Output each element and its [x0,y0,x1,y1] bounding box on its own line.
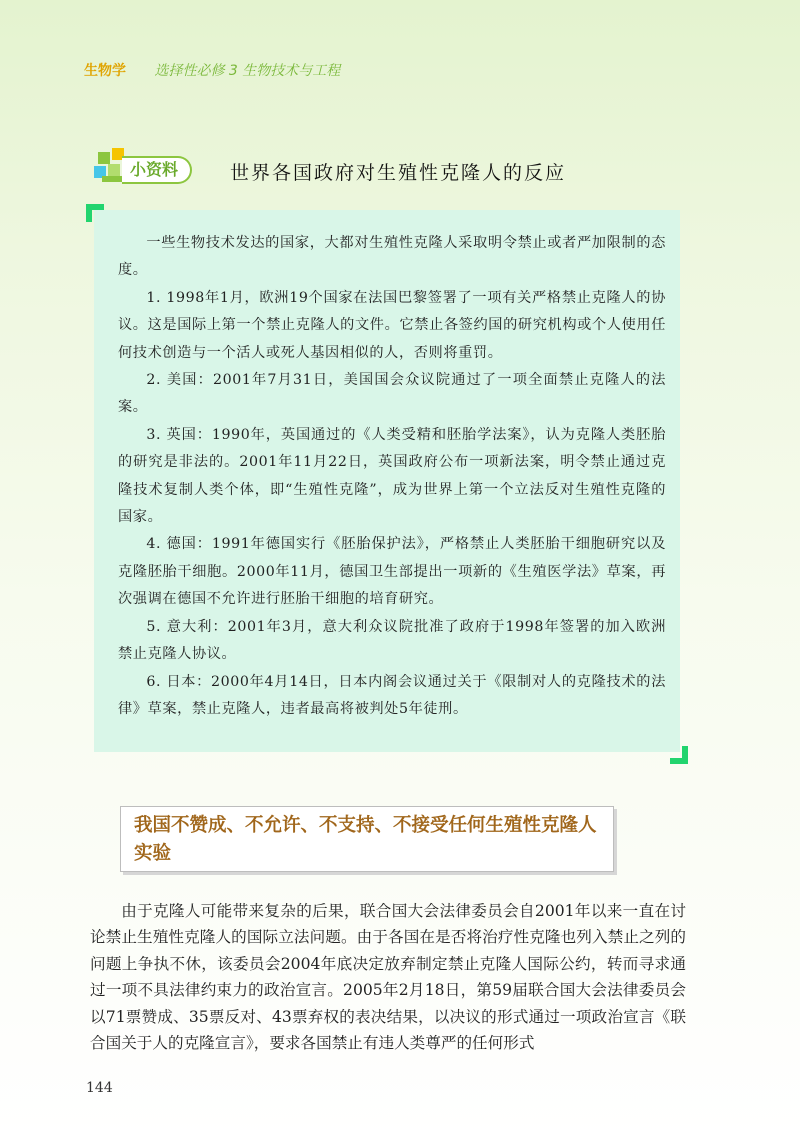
info-paragraph: 5. 意大利：2001年3月，意大利众议院批准了政府于1998年签署的加入欧洲禁止克隆人协议。 [118,618,666,663]
body-paragraph: 由于克隆人可能带来复杂的后果，联合国大会法律委员会自2001年以来一直在讨论禁止生殖性克隆人的国际立法问题。由于各国在是否将治疗性克隆也列入禁止之列的问题上争执不休，该委员会2004年底决定放弃制定禁止克隆人国际公约，转而寻求通过一项不具法律约束力的政治宣言。2005年2月18日，第59届联合国大会法律委员会以71票赞成、35票反对、43票弃权的表决结果，以决议的形式通过一项政治宣言《联合国关于人的克隆宣言》，要求各国禁止有违人类尊严的任何形式 [90,902,686,1053]
info-paragraph: 4. 德国：1991年德国实行《胚胎保护法》，严格禁止人类胚胎干细胞研究以及克隆胚胎干细胞。2000年11月，德国卫生部提出一项新的《生殖医学法》草案，再次强调在德国不允许进行胚胎干细胞的培育研究。 [118,536,666,608]
header-course: 选择性必修 3 生物技术与工程 [154,63,341,79]
corner-bottom-right [668,744,688,764]
info-paragraph: 6. 日本：2000年4月14日，日本内阁会议通过关于《限制对人的克隆技术的法律》草案，禁止克隆人，违者最高将被判处5年徒刑。 [118,673,666,717]
section-heading: 我国不赞成、不允许、不支持、不接受任何生殖性克隆人实验 [134,815,597,864]
corner-top-left [86,204,106,224]
info-paragraph: 2. 美国：2001年7月31日，美国国会众议院通过了一项全面禁止克隆人的法案。 [118,372,666,416]
header-subject: 生物学 [84,63,126,79]
running-header [84,60,340,80]
info-paragraph: 3. 英国：1990年，英国通过的《人类受精和胚胎学法案》，认为克隆人类胚胎的研究是非法的。2001年11月22日，英国政府公布一项新法案，明令禁止通过克隆技术复制人类个体，即“生殖性克隆”，成为世界上第一个立法反对生殖性克隆的国家。 [118,426,666,526]
page-number: 144 [86,1080,113,1096]
info-box-title: 世界各国政府对生殖性克隆人的反应 [230,162,567,184]
info-paragraph: 一些生物技术发达的国家，大都对生殖性克隆人采取明令禁止或者严加限制的态度。 [118,235,666,279]
info-tag [92,148,204,184]
tag-label: 小资料 [122,156,192,184]
body-text [90,898,686,1056]
info-paragraph: 1. 1998年1月，欧洲19个国家在法国巴黎签署了一项有关严格禁止克隆人的协议。这是国际上第一个禁止克隆人的文件。它禁止各签约国的研究机构或个人使用任何技术创造与一个活人或死人基因相似的人，否则将重罚。 [118,289,666,361]
info-box-text [118,230,666,723]
